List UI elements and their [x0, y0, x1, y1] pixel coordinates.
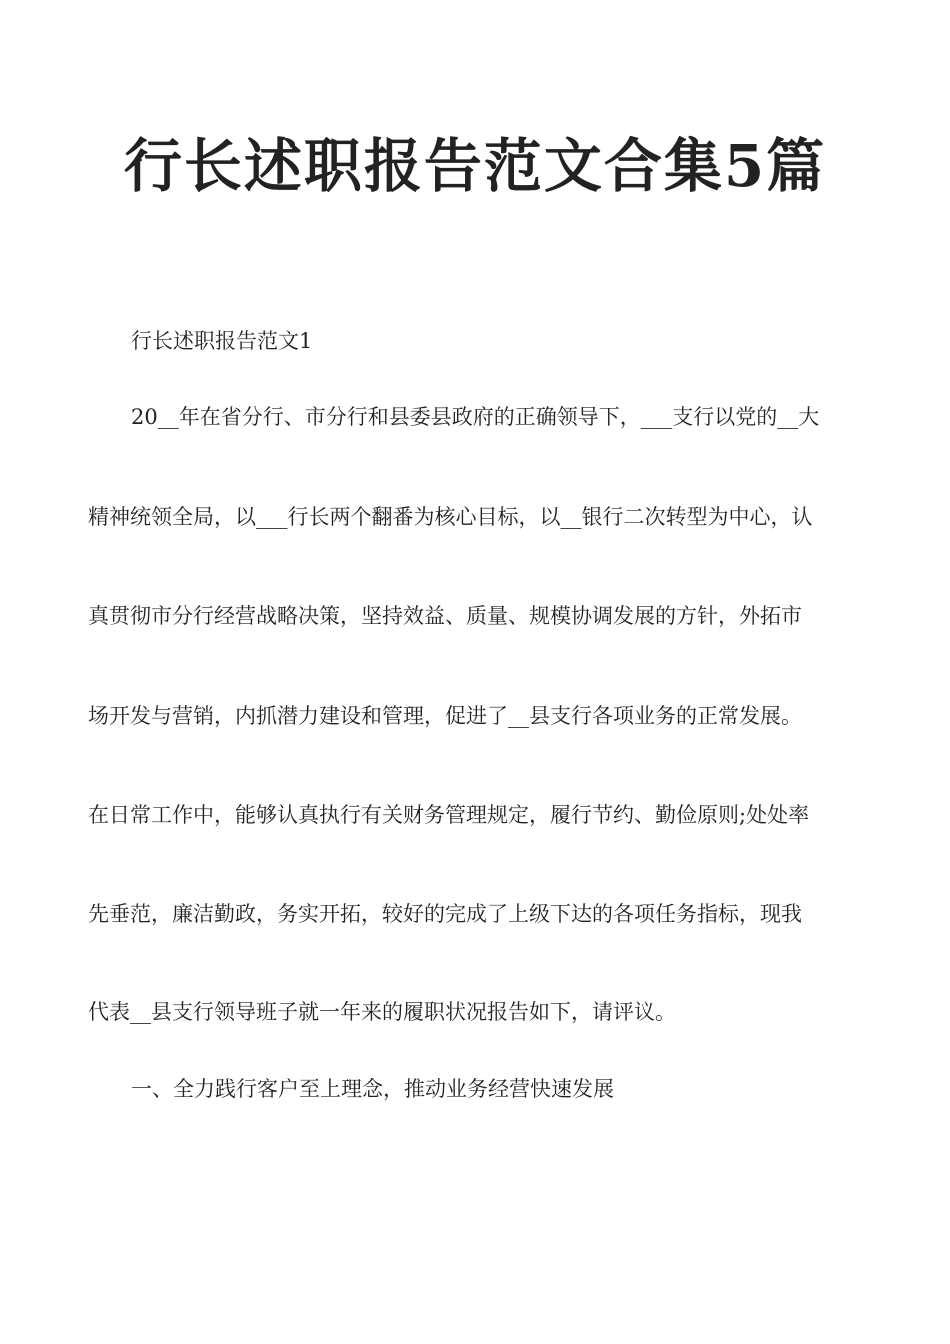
- paragraph-line-1: 20__年在省分行、市分行和县委县政府的正确领导下，___支行以党的__大: [131, 405, 820, 429]
- paragraph-line-7: 代表__县支行领导班子就一年来的履职状况报告如下，请评议。: [88, 1000, 676, 1024]
- document-title: 行长述职报告范文合集5篇: [123, 132, 827, 200]
- paragraph-line-4: 场开发与营销，内抓潜力建设和管理，促进了__县支行各项业务的正常发展。: [88, 704, 802, 728]
- paragraph-line-3: 真贯彻市分行经营战略决策，坚持效益、质量、规模协调发展的方针，外拓市: [88, 604, 802, 628]
- paragraph-line-6: 先垂范，廉洁勤政，务实开拓，较好的完成了上级下达的各项任务指标，现我: [88, 902, 802, 926]
- paragraph-line-2: 精神统领全局，以___行长两个翻番为核心目标，以__银行二次转型为中心，认: [88, 505, 813, 529]
- section-heading: 行长述职报告范文1: [131, 329, 313, 353]
- paragraph-line-5: 在日常工作中，能够认真执行有关财务管理规定，履行节约、勤俭原则;处处率: [88, 803, 810, 827]
- subheading: 一、全力践行客户至上理念，推动业务经营快速发展: [131, 1077, 614, 1101]
